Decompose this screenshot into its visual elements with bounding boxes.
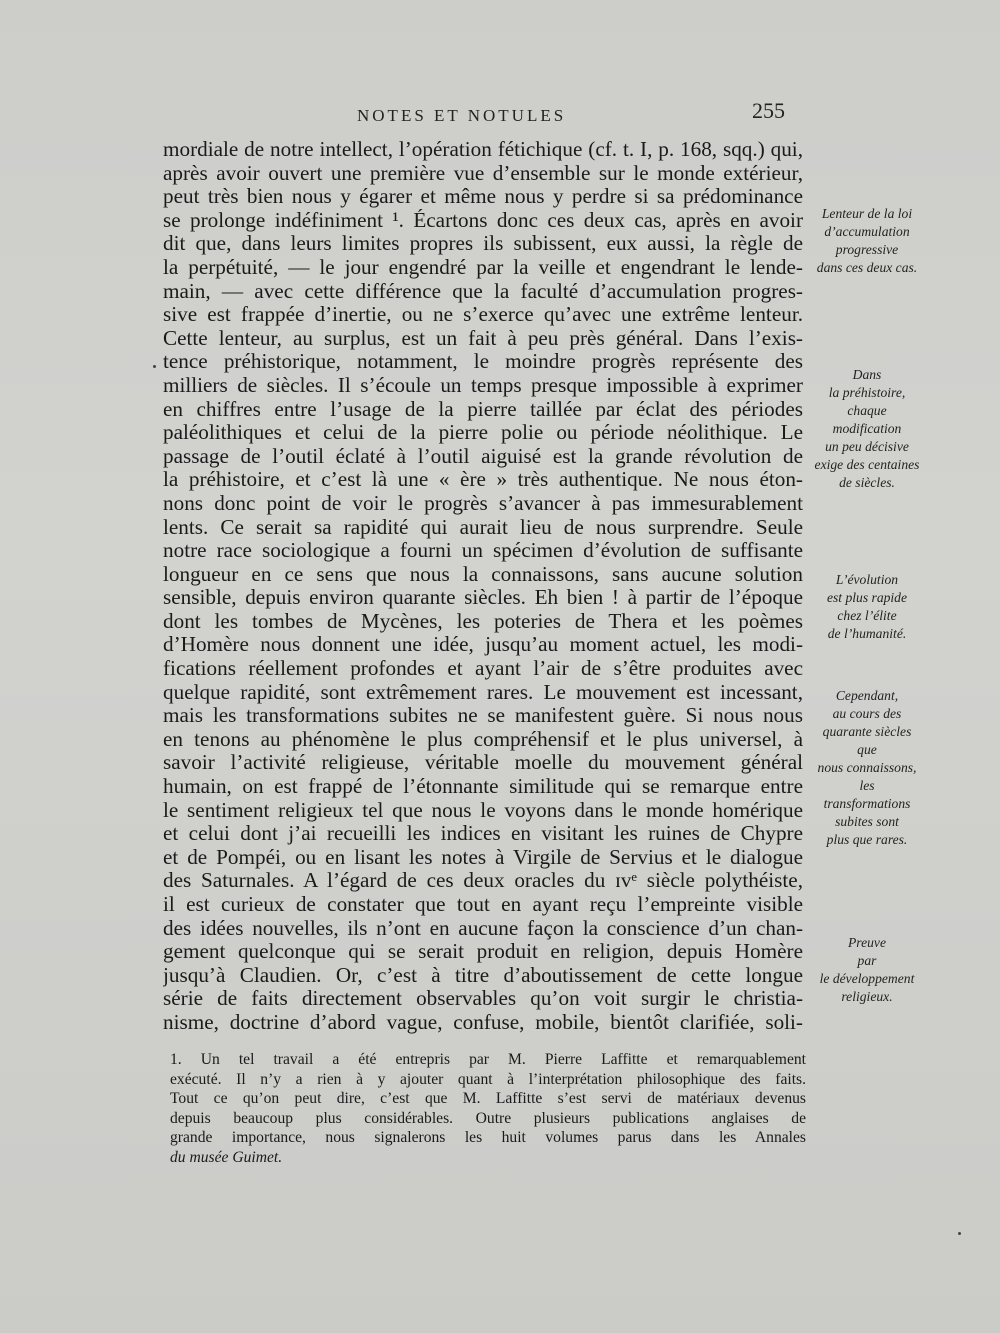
- text-line: lents. Ce serait sa rapidité qui aurait lieu de nous surprendre. Seule: [163, 515, 803, 539]
- text-line: il est curieux de constater que tout en ayant reçu l’empreinte visible: [163, 893, 803, 916]
- text-line: et de Pompéi, ou en lisant les notes à Virgile de Servius et le dialogue: [163, 845, 803, 869]
- ink-speck: [153, 365, 156, 368]
- text-line: série de faits directement observables qu’on voit surgir le christia-: [163, 987, 803, 1011]
- margin-note-line: Dans: [852, 367, 882, 382]
- text-line: en tenons au phénomène le plus compréhensif et le plus universel, à: [163, 727, 803, 751]
- text-line: nons donc point de voir le progrès s’avancer à pas immesurablement: [163, 491, 803, 515]
- text-line: après avoir ouvert une première vue d’ensemble sur le monde extérieur,: [163, 161, 803, 185]
- margin-note: [802, 934, 932, 1006]
- text-line: des Saturnales. A l’égard de ces deux oracles du ɪvᵉ siècle polythéiste,: [163, 869, 803, 893]
- footnote-line: du musée Guimet.: [170, 1148, 283, 1166]
- text-line: humain, on est frappé de l’étonnante similitude qui se remarque entre: [163, 775, 803, 799]
- text-line: se prolonge indéfiniment ¹. Écartons donc ces deux cas, après en avoir: [163, 208, 803, 232]
- margin-note: [802, 571, 932, 643]
- text-line: fications réellement profondes et ayant l’air de s’être produites avec: [163, 657, 803, 681]
- text-line: mordiale de notre intellect, l’opération fétichique (cf. t. I, p. 168, sqq.) qui,: [163, 138, 803, 161]
- margin-note: [802, 205, 932, 277]
- text-line: la perpétuité, — le jour engendré par la veille et engendrant le lende-: [163, 255, 803, 279]
- margin-note-line: L’évolution: [835, 572, 899, 587]
- margin-note-line: de siècles.: [839, 475, 895, 490]
- margin-note-line: est plus rapide: [826, 590, 908, 605]
- margin-note-line: les: [859, 778, 875, 793]
- ink-speck: [958, 1232, 961, 1235]
- text-line: paléolithiques et celui de la pierre polie ou période néolithique. Le: [163, 421, 803, 445]
- text-line: d’Homère nous donnent une idée, jusqu’au moment actuel, les modi-: [163, 633, 803, 657]
- footnote-line: 1. Un tel travail a été entrepris par M. Pierre Laffitte et remarquablement: [170, 1051, 806, 1068]
- text-line: nisme, doctrine d’abord vague, confuse, mobile, bientôt clarifiée, soli-: [163, 1010, 803, 1034]
- margin-note-line: Cependant,: [835, 688, 899, 703]
- footnote-line: grande importance, nous signalerons les huit volumes parus dans les Annales: [170, 1129, 806, 1147]
- text-line: longueur en ce sens que nous la connaissons, sans aucune solution: [163, 562, 803, 586]
- text-line: jusqu’à Claudien. Or, c’est à titre d’aboutissement de cette longue: [163, 963, 803, 987]
- margin-note-line: Lenteur de la loi: [821, 206, 913, 221]
- margin-note-line: la préhistoire,: [828, 385, 906, 400]
- margin-note-line: transformations: [823, 796, 911, 811]
- text-line: main, — avec cette différence que la faculté d’accumulation progres-: [163, 279, 803, 303]
- margin-note-line: plus que rares.: [826, 832, 908, 847]
- margin-note-line: que: [857, 742, 877, 757]
- text-line: notre race sociologique a fourni un spécimen d’évolution de suffisante: [163, 539, 803, 563]
- margin-note-line: de l’humanité.: [827, 626, 907, 641]
- text-line: mais les transformations subites ne se manifestent guère. Si nous nous: [163, 704, 803, 728]
- text-line: en chiffres entre l’usage de la pierre taillée par éclat des périodes: [163, 397, 803, 421]
- margin-note-line: nous connaissons,: [817, 760, 917, 775]
- margin-note-line: au cours des: [832, 706, 902, 721]
- text-line: Cette lenteur, au surplus, est un fait à peu près général. Dans l’exis-: [163, 326, 803, 350]
- margin-note-line: chaque: [847, 403, 887, 418]
- text-line: dit que, dans leurs limites propres ils subissent, eux aussi, la règle de: [163, 232, 803, 256]
- text-line: gement quelconque qui se serait produit en religion, depuis Homère: [163, 940, 803, 964]
- main-text: [163, 138, 803, 1035]
- running-title: NOTES ET NOTULES: [357, 106, 567, 125]
- margin-note-line: religieux.: [841, 989, 893, 1004]
- text-line: tence préhistorique, notamment, le moindre progrès représente des: [163, 350, 803, 374]
- margin-note-line: progressive: [835, 242, 899, 257]
- text-line: la préhistoire, et c’est là une « ère » très authentique. Ne nous éton-: [163, 468, 803, 492]
- text-line: dont les tombes de Mycènes, les poteries de Thera et les poèmes: [163, 609, 803, 633]
- margin-note: [802, 366, 932, 492]
- page-header: [0, 98, 1000, 128]
- text-line: des idées nouvelles, ils n’ont en aucune façon la conscience d’un chan-: [163, 916, 803, 940]
- text-line: et celui dont j’ai recueilli les indices en visitant les ruines de Chypre: [163, 822, 803, 846]
- text-line: passage de l’outil éclaté à l’outil aiguisé est la grande révolution de: [163, 444, 803, 468]
- margin-note-line: le développement: [819, 971, 915, 986]
- margin-note-line: exige des centaines: [814, 457, 920, 472]
- text-line: peut très bien nous y égarer et même nous y perdre si sa prédominance: [163, 185, 803, 209]
- margin-note-line: par: [857, 953, 877, 968]
- text-line: quelque rapidité, sont extrêmement rares. Le mouvement est incessant,: [163, 680, 803, 704]
- text-line: milliers de siècles. Il s’écoule un temps presque impossible à exprimer: [163, 373, 803, 397]
- margin-note-line: chez l’élite: [837, 608, 897, 623]
- margin-note-line: subites sont: [835, 814, 899, 829]
- footnote-line: exécuté. Il n’y a rien à y ajouter quant à l’interprétation philosophique des faits.: [170, 1070, 806, 1088]
- margin-note: [802, 687, 932, 849]
- text-line: savoir l’activité religieuse, véritable moelle du mouvement général: [163, 751, 803, 775]
- page-number: 255: [752, 98, 785, 123]
- text-line: le sentiment religieux tel que nous le voyons dans le monde homérique: [163, 798, 803, 822]
- margin-note-line: dans ces deux cas.: [816, 260, 918, 275]
- margin-note-line: modification: [832, 421, 902, 436]
- margin-note-line: un peu décisive: [825, 439, 909, 454]
- footnote-line: depuis beaucoup plus considérables. Outre plusieurs publications anglaises de: [170, 1109, 806, 1127]
- margin-note-line: quarante siècles: [822, 724, 912, 739]
- text-line: sensible, depuis environ quarante siècles. Eh bien ! à partir de l’époque: [163, 586, 803, 610]
- footnote-line: Tout ce qu’on peut dire, c’est que M. Laffitte s’est servi de matériaux devenus: [170, 1090, 806, 1108]
- margin-note-line: Preuve: [848, 935, 886, 950]
- footnote: [170, 1050, 810, 1168]
- margin-note-line: d’accumulation: [824, 224, 910, 239]
- text-line: sive est frappée d’inertie, ou ne s’exerce qu’avec une extrême lenteur.: [163, 303, 803, 327]
